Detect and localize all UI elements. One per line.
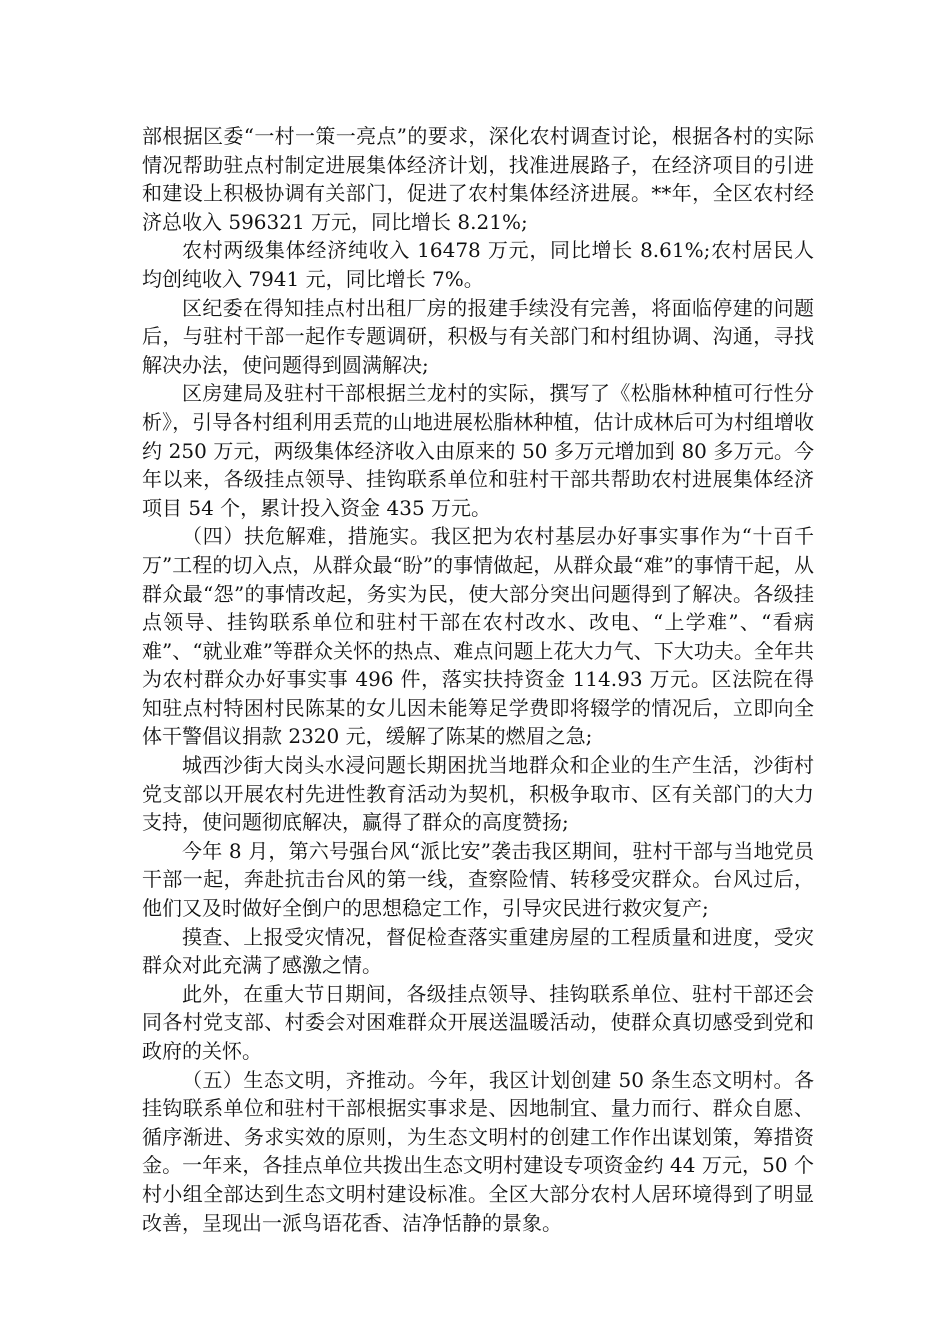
paragraph-7: 今年 8 月，第六号强台风“派比安”袭击我区期间，驻村干部与当地党员干部一起，奔赴抗击台风的第一线，查察险情、转移受灾群众。台风过后，他们又及时做好全倒户的思想稳定工作，引导灾民进行救灾复产; — [142, 838, 814, 921]
paragraph-9: 此外，在重大节日期间，各级挂点领导、挂钩联系单位、驻村干部还会同各村党支部、村委会对困难群众开展送温暖活动，使群众真切感受到党和政府的关怀。 — [142, 981, 814, 1063]
paragraph-1: 部根据区委“一村一策一亮点”的要求，深化农村调查讨论，根据各村的实际情况帮助驻点村制定进展集体经济计划，找准进展路子，在经济项目的引进和建设上积极协调有关部门，促进了农村集体经济进展。**年，全区农村经济总收入 596321 万元，同比增长 8.21%; — [142, 124, 814, 234]
paragraph-6: 城西沙街大岗头水浸问题长期困扰当地群众和企业的生产生活，沙街村党支部以开展农村先进性教育活动为契机，积极争取市、区有关部门的大力支持，使问题彻底解决，赢得了群众的高度赞扬; — [142, 753, 814, 835]
paragraph-4: 区房建局及驻村干部根据兰龙村的实际，撰写了《松脂林种植可行性分析》，引导各村组利用丢荒的山地进展松脂林种植，估计成林后可为村组增收约 250 万元，两级集体经济收入由原来的 50 多万元增加到 80 多万元。今年以来，各级挂点领导、挂钩联系单位和驻村干部共帮助农村进展集体经济项目 54 个，累计投入资金 435 万元。 — [142, 381, 814, 520]
paragraph-5: （四）扶危解难，措施实。我区把为农村基层办好事实事作为“十百千万”工程的切入点，从群众最“盼”的事情做起，从群众最“难”的事情干起，从群众最“怨”的事情改起，务实为民，使大部分突出问题得到了解决。各级挂点领导、挂钩联系单位和驻村干部在农村改水、改电、“上学难”、“看病难”、“就业难”等群众关怀的热点、难点问题上花大力气、下大功夫。全年共为农村群众办好事实事 496 件，落实扶持资金 114.93 万元。区法院在得知驻点村特困村民陈某的女儿因未能筹足学费即将辍学的情况后，立即向全体干警倡议捐款 2320 元，缓解了陈某的燃眉之急; — [142, 524, 814, 749]
paragraph-3: 区纪委在得知挂点村出租厂房的报建手续没有完善，将面临停建的问题后，与驻村干部一起作专题调研，积极与有关部门和村组协调、沟通，寻找解决办法，使问题得到圆满解决; — [142, 295, 814, 377]
document-body — [142, 122, 814, 1237]
paragraph-8: 摸查、上报受灾情况，督促检查落实重建房屋的工程质量和进度，受灾群众对此充满了感激之情。 — [142, 924, 814, 978]
paragraph-10: （五）生态文明，齐推动。今年，我区计划创建 50 条生态文明村。各挂钩联系单位和驻村干部根据实事求是、因地制宜、量力而行、群众自愿、循序渐进、务求实效的原则，为生态文明村的创建工作作出谋划策，筹措资金。一年来，各挂点单位共拨出生态文明村建设专项资金约 44 万元，50 个村小组全部达到生态文明村建设标准。全区大部分农村人居环境得到了明显改善，呈现出一派鸟语花香、洁净恬静的景象。 — [142, 1067, 814, 1235]
paragraph-2: 农村两级集体经济纯收入 16478 万元，同比增长 8.61%;农村居民人均创纯收入 7941 元，同比增长 7%。 — [142, 238, 814, 291]
